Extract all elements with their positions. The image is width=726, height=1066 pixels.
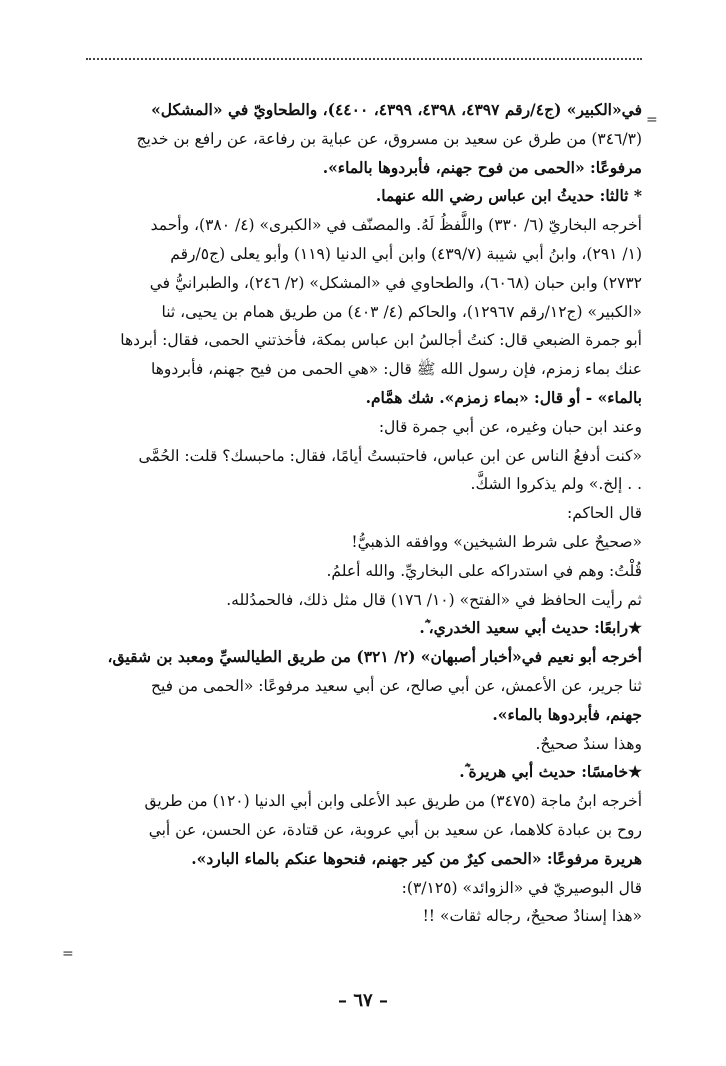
section-heading-fourth: ★رابعًا: حديث أبي سعيد الخدري، ؓ. bbox=[419, 618, 642, 638]
text-line: ثم رأيت الحافظ في «الفتح» (١٠/ ١٧٦) قال مثل ذلك، فالحمدُلله. bbox=[226, 590, 642, 609]
page-body-text bbox=[74, 96, 642, 931]
text-line: أخرجه أبو نعيم في«أخبار أصبهان» (٢/ ٣٢١) من طريق الطيالسيِّ ومعبد بن شقيق، bbox=[107, 647, 642, 667]
text-line: بالماء» - أو قال: «بماء زمزم». شك همَّام. bbox=[365, 387, 642, 407]
text-line: عنك بماء زمزم، فإن رسول الله ﷺ قال: «هي الحمى من فيح جهنم، فأبردوها bbox=[150, 360, 642, 379]
text-line: قال الحاكم: bbox=[567, 504, 642, 523]
text-line: روح بن عبادة كلاهما، عن سعيد بن أبي عروبة، عن قتادة، عن الحسن، عن أبي bbox=[148, 820, 642, 839]
section-heading-third: * ثالثا: حديثُ ابن عباس رضي الله عنهما. bbox=[375, 186, 642, 206]
text-line: ثنا جرير، عن الأعمش، عن أبي صالح، عن أبي سعيد مرفوعًا: «الحمى من فيح bbox=[150, 676, 642, 695]
text-line: . . إلخ.» ولم يذكروا الشكَّ. bbox=[470, 475, 642, 494]
text-line: «صحيحٌ على شرط الشيخين» ووافقه الذهبيُّ! bbox=[351, 532, 642, 551]
text-line: هريرة مرفوعًا: «الحمى كيرٌ من كير جهنم، فنحوها عنكم بالماء البارد». bbox=[191, 848, 642, 868]
text-line: (١/ ٢٩١)، وابنُ أبي شيبة (٤٣٩/٧) وابن أبي الدنيا (١١٩) وأبو يعلى (ج٥/رقم bbox=[170, 244, 642, 263]
section-heading-fifth: ★خامسًا: حديث أبي هريرة ؓ. bbox=[459, 762, 642, 782]
text-line: قُلْتُ: وهم في استدراكه على البخاريِّ. والله أعلمُ. bbox=[326, 561, 642, 580]
page-number: – ٦٧ – bbox=[338, 990, 388, 1011]
margin-mark-bottom: = bbox=[62, 946, 74, 962]
text-line: أبو جمرة الضبعي قال: كنتُ أجالسُ ابن عباس بمكة، فأخذتني الحمى، فقال: أبردها bbox=[120, 331, 642, 350]
text-line: «هذا إسنادٌ صحيحٌ، رجاله ثقات» !! bbox=[422, 907, 642, 926]
text-line: «كنت أدفعُ الناس عن ابن عباس، فاحتبستُ أيامًا، فقال: ماحبسك؟ قلت: الحُمَّى bbox=[138, 446, 642, 465]
text-line: وعند ابن حبان وغيره، عن أبي جمرة قال: bbox=[378, 417, 642, 436]
text-line: ٢٧٣٢) وابن حبان (٦٠٦٨)، والطحاوي في «المشكل» (٢/ ٢٤٦)، والطبرانيُّ في bbox=[149, 273, 642, 292]
text-line: جهنم، فأبردوها بالماء». bbox=[492, 704, 642, 724]
text-line: «الكبير» (ج١٢/رقم ١٢٩٦٧)، والحاكم (٤/ ٤٠٣) من طريق همام بن يحيى، ثنا bbox=[161, 302, 642, 321]
text-line: مرفوعًا: «الحمى من فوح جهنم، فأبردوها بالماء». bbox=[322, 157, 642, 177]
text-line: وهذا سندٌ صحيحٌ. bbox=[535, 734, 642, 753]
text-line: (٣٤٦/٣) من طرق عن سعيد بن مسروق، عن عباية بن رفاعة، عن رافع بن خديج bbox=[136, 129, 642, 148]
text-line: أخرجه ابنُ ماجة (٣٤٧٥) من طريق عبد الأعلى وابن أبي الدنيا (١٢٠) من طريق bbox=[144, 792, 642, 811]
text-line: في«الكبير» (ج٤/رقم ٤٣٩٧، ٤٣٩٨، ٤٣٩٩، ٤٤٠٠)، والطحاويّ في «المشكل» bbox=[151, 100, 642, 119]
text-line: قال البوصيريّ في «الزوائد» (٣/١٢٥): bbox=[401, 878, 642, 897]
text-line: أخرجه البخاريّ (٦/ ٣٣٠) واللَّفظُ لَهُ. والمصنّف في «الكبرى» (٤/ ٣٨٠)، وأحمد bbox=[150, 216, 642, 235]
top-dotted-rule bbox=[86, 58, 642, 60]
margin-mark-top: = bbox=[646, 112, 658, 128]
